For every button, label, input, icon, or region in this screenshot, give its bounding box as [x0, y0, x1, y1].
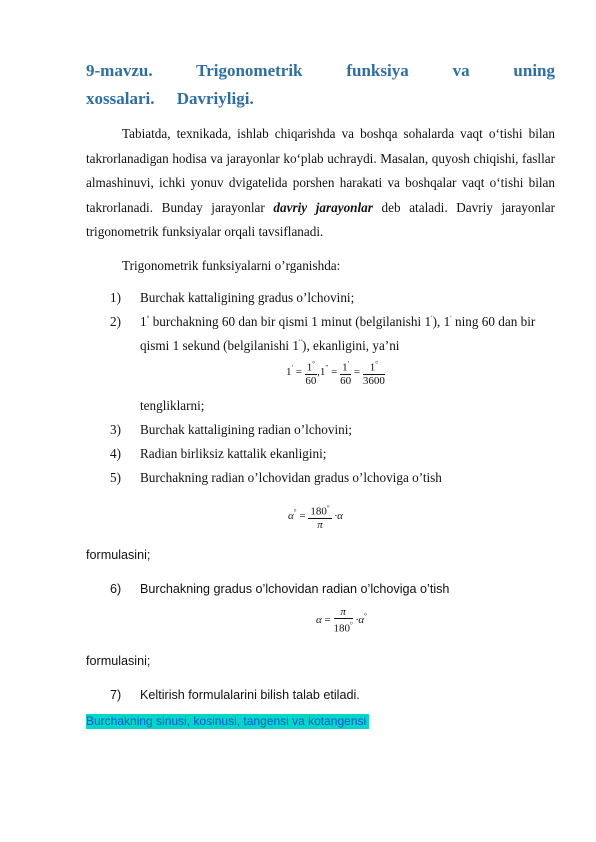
frac-num: 1	[342, 361, 348, 374]
list-number: 4)	[110, 446, 121, 461]
frac-num: 1	[369, 361, 376, 374]
list-number: 5)	[110, 470, 121, 485]
formula-eq: =	[324, 613, 331, 626]
list-number: 1)	[110, 290, 121, 305]
formulasini-text: formulasini;	[86, 548, 151, 562]
formula-eq: =	[353, 365, 361, 378]
list-number: 3)	[110, 422, 121, 437]
formula-term: 1	[286, 365, 292, 378]
frac-den: 60	[305, 374, 317, 387]
frac-den: 3600	[362, 374, 385, 387]
intro-emphasis: davriy jarayonlar	[273, 199, 373, 215]
list-item-text: qismi 1 sekund (belgilanishi 1′′), ekanligini, ya’ni	[140, 338, 400, 353]
list-item-text: Burchakning radian o’lchovidan gradus o’lchoviga o’tish	[140, 470, 442, 485]
list-number: 6)	[110, 582, 122, 596]
formula-term: ·α	[355, 613, 365, 626]
fraction: $\frac{\pi}{180^\circ}$	[333, 606, 353, 635]
list-item-text: Burchakning gradus o’lchovidan radian o’lchoviga o’tish	[140, 582, 450, 596]
item2-text-a: burchakning 60 dan bir qismi 1 minut (belgilanishi 1	[149, 314, 432, 329]
frac-num: 180	[310, 505, 327, 518]
item2-text-b: ), 1	[432, 314, 451, 329]
list-number: 2)	[110, 314, 121, 329]
fraction: $\frac{180^\circ}{\pi}$	[310, 504, 330, 531]
list-item-text: Burchak kattaligining gradus o’lchovini;	[140, 290, 355, 305]
intro-paragraph	[86, 122, 555, 245]
frac-den: π	[317, 518, 323, 531]
intro-text-2: deb ataladi. Davriy jarayonlar trigonometrik funksiyalar orqali tavsiflanadi.	[86, 199, 555, 240]
formula-comma: ,	[317, 365, 320, 378]
formula-eq: =	[331, 365, 338, 378]
formula-term: α	[288, 509, 294, 522]
list-item-text: 1° burchakning 60 dan bir qismi 1 minut (belgilanishi 1′), 1′ ning 60 dan bir	[140, 314, 536, 329]
fraction: $\frac{1^\circ}{3600}$	[362, 360, 385, 387]
item2-text-e: ), ekanligini, ya’ni	[302, 338, 400, 353]
degree-one: 1	[140, 314, 147, 329]
tengliklarni-text: tengliklarni;	[140, 398, 205, 413]
formulasini-text: formulasini;	[86, 654, 151, 668]
intro-text-1: Tabiatda, texnikada, ishlab chiqarishda va boshqa sohalarda vaqt o‘tishi bilan takrorlanadigan hodisa va jarayonlar ko‘plab uchraydi. Masalan, quyosh chiqishi, fasllar almashinuvi, ichki yonuv dvigatelida porshen harakati va boshqalar vaqt o‘tishi bilan takrorlanadi. Bunday jarayonlar	[86, 126, 555, 215]
frac-den: 180	[333, 622, 350, 635]
lead-text: Trigonometrik funksiyalarni o’rganishda:	[122, 258, 341, 273]
section-heading-link[interactable]: Burchakning sinusi, kosinusi, tangensi va kotangensi	[86, 714, 369, 729]
fraction: $\frac{1'}{60}$	[340, 360, 352, 387]
formula-radian-to-degree: α° = $\frac{180^\circ}{\pi}$ ·α	[288, 504, 343, 531]
item2-text-d: qismi 1 sekund (belgilanishi 1	[140, 338, 299, 353]
list-item-text: Keltirish formulalarini bilish talab etiladi.	[140, 688, 360, 702]
item2-text-c: ning 60 dan bir	[451, 314, 536, 329]
formula-eq: =	[299, 509, 306, 522]
list-item-text: Burchak kattaligining radian o’lchovini;	[140, 422, 353, 437]
frac-num: 1	[306, 361, 313, 374]
frac-num: π	[334, 606, 353, 619]
frac-den: 60	[340, 374, 352, 387]
formula-eq: =	[295, 365, 302, 378]
formula-term: α	[316, 613, 322, 626]
formula-degree-to-radian: α = $\frac{\pi}{180^\circ}$ ·α°	[316, 606, 367, 635]
list-item-text: Radian birliksiz kattalik ekanligini;	[140, 446, 327, 461]
fraction: $\frac{1^\circ}{60}$	[305, 360, 317, 387]
formula-minutes-seconds: 1′ = $\frac{1^\circ}{60}$ ,1′′ = $\frac{1'}{60}$ = $\frac{1^\circ}{3600}$	[286, 360, 385, 387]
formula-term: 1	[319, 365, 326, 378]
page-title: 9-mavzu. Trigonometrik funksiya va uning xossalari. Davriyligi.	[86, 61, 555, 108]
formula-term: ·α	[334, 509, 343, 522]
list-number: 7)	[110, 688, 122, 702]
